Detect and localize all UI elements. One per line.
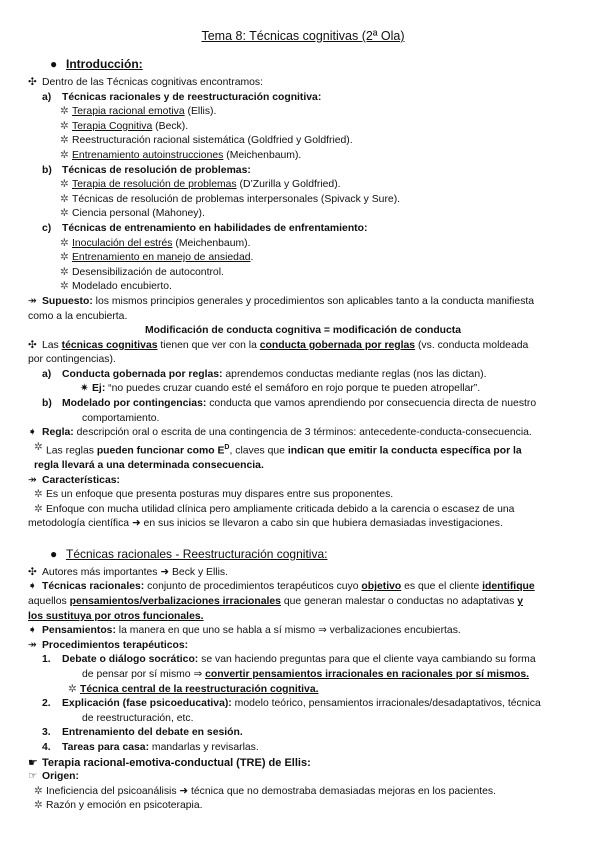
supuesto-continuation: como a la encubierta. [28, 310, 128, 322]
tecnicas-racionales-continuation: aquellos pensamientos/verbalizaciones irracionales que generan malestar o conductas no adaptativas y [28, 596, 524, 608]
list-item-a: a) Técnicas racionales y de reestructuración cognitiva: [42, 91, 322, 103]
big-arrow-icon: ➧ [28, 625, 37, 637]
sun-icon: ✷ [80, 383, 89, 395]
list-item-modelado: b) Modelado por contingencias: conducta que vamos aprendiendo por consecuencia directa de nuestro [42, 398, 537, 410]
intro-lead: ✣ Dentro de las Técnicas cognitivas encontramos: [28, 76, 578, 91]
list-item: ✲ Técnicas de resolución de problemas interpersonales (Spivack y Sure). [60, 193, 578, 208]
star-icon: ✲ [34, 503, 43, 515]
numbered-item-2: 2. Explicación (fase psicoeducativa): modelo teórico, pensamientos irracionales/desadaptativos, técnica [42, 698, 541, 710]
supuesto-paragraph: ↠ Supuesto: los mismos principios generales y procedimientos son aplicables tanto a la conducta manifiesta [28, 295, 578, 310]
star-icon: ✲ [60, 193, 69, 205]
list-item: ✲ Terapia Cognitiva (Beck). [60, 120, 578, 135]
star-icon: ✲ [60, 179, 69, 191]
tre-heading: ☛ Terapia racional-emotiva-conductual (TRE) de Ellis: [28, 756, 311, 769]
list-item: ✲ Entrenamiento autoinstrucciones (Meichenbaum). [60, 149, 578, 164]
section-heading-tecnicas-racionales: ● Técnicas racionales - Reestructuración cognitiva: [50, 546, 328, 561]
example-line: ✷ Ej: “no puedes cruzar cuando esté el semáforo en rojo porque te pueden atropellar”. [80, 382, 578, 397]
star-icon: ✲ [60, 120, 69, 132]
caracteristicas-continuation: metodología científica ➜ en sus inicios se llevaron a cabo sin que hubiera demasiadas investigaciones. [28, 518, 503, 530]
numbered-item-4: 4. Tareas para casa: mandarlas y revisarlas. [42, 742, 259, 753]
tecnicas-racionales-paragraph: ➧ Técnicas racionales: conjunto de procedimientos terapéuticos cuyo objetivo es que el cliente identifique [28, 580, 578, 595]
list-item-conducta-gobernada: a) Conducta gobernada por reglas: aprendemos conductas mediante reglas (nos las dictan). [42, 368, 487, 380]
list-item: ✲ Razón y emoción en psicoterapia. [34, 799, 578, 814]
star4-icon: ✣ [28, 339, 37, 351]
bullet-icon: ● [50, 57, 58, 71]
list-item: ✲ Terapia de resolución de problemas (D’Zurilla y Goldfried). [60, 178, 578, 193]
section-heading-introduccion: ● Introducción: [50, 57, 143, 71]
big-arrow-icon: ➧ [28, 427, 37, 439]
star-icon: ✲ [34, 800, 43, 812]
arrow-icon: ↠ [28, 639, 37, 651]
tecnicas-racionales-continuation-2: los sustituya por otros funcionales. [28, 610, 204, 622]
star4-icon: ✣ [28, 566, 37, 578]
star-icon: ✲ [60, 252, 69, 264]
list-item-c: c) Técnicas de entrenamiento en habilidades de enfrentamiento: [42, 222, 368, 234]
star-icon: ✲ [34, 489, 43, 501]
caracteristicas-heading: ↠ Características: [28, 474, 578, 489]
bullet-icon: ● [50, 546, 58, 561]
modelado-continuation: comportamiento. [82, 412, 160, 424]
list-item: ✲ Enfoque con mucha utilidad clínica pero ampliamente criticada debido a la carencia o escasez de una [34, 503, 578, 518]
star4-icon: ✣ [28, 77, 37, 88]
numbered-item-1: 1. Debate o diálogo socrático: se van haciendo preguntas para que el cliente vaya cambiando su forma [42, 654, 536, 666]
star-icon: ✲ [60, 237, 69, 249]
autores-line: ✣ Autores más importantes ➜ Beck y Ellis. [28, 566, 578, 581]
pensamientos-line: ➧ Pensamientos: la manera en que uno se habla a sí mismo ⇒ verbalizaciones encubiertas. [28, 624, 578, 639]
pointing-hand-icon: ☛ [28, 756, 38, 769]
star-icon: ✲ [60, 135, 69, 147]
list-item: ✲ Ciencia personal (Mahoney). [60, 207, 578, 222]
list-item: ✲ Reestructuración racional sistemática (Goldfried y Goldfried). [60, 134, 578, 149]
star-icon: ✲ [60, 266, 69, 278]
list-item: ✲ Desensibilización de autocontrol. [60, 266, 578, 281]
star-icon: ✲ [60, 106, 69, 118]
list-item: ✲ Entrenamiento en manejo de ansiedad. [60, 251, 578, 266]
star-icon: ✲ [68, 683, 77, 695]
numbered-item-1-continuation: de pensar por sí mismo ⇒ convertir pensamientos irracionales en racionales por sí mismos. [82, 669, 530, 681]
star-icon: ✲ [34, 441, 43, 453]
tecnicas-cognitivas-paragraph: ✣ Las técnicas cognitivas tienen que ver con la conducta gobernada por reglas (vs. conducta moldeada [28, 339, 578, 354]
procedimientos-heading: ↠ Procedimientos terapéuticos: [28, 639, 578, 654]
list-item: ✲ Es un enfoque que presenta posturas muy dispares entre sus proponentes. [34, 488, 578, 503]
centered-statement: Modificación de conducta cognitiva = modificación de conducta [144, 325, 462, 337]
star-icon: ✲ [60, 208, 69, 220]
document-title: Tema 8: Técnicas cognitivas (2ª Ola) [201, 29, 405, 43]
arrow-icon: ↠ [28, 474, 37, 486]
tecnicas-cognitivas-continuation: por contingencias). [28, 354, 116, 366]
numbered-item-3: 3. Entrenamiento del debate en sesión. [42, 727, 243, 739]
reglas-paragraph: ✲ Las reglas pueden funcionar como $E^D$, claves que indican que emitir la conducta específica por la [34, 441, 522, 457]
origen-heading: ☞ Origen: [28, 770, 578, 785]
numbered-item-2-continuation: de reestructuración, etc. [82, 712, 194, 724]
big-arrow-icon: ➧ [28, 581, 37, 593]
star-icon: ✲ [60, 149, 69, 161]
list-item: ✲ Inoculación del estrés (Meichenbaum). [60, 237, 578, 252]
arrow-icon: ↠ [28, 295, 37, 307]
tecnica-central-line: ✲ Técnica central de la reestructuración cognitiva. [68, 683, 578, 698]
list-item: ✲ Terapia racional emotiva (Ellis). [60, 105, 578, 120]
list-item: ✲ Ineficiencia del psicoanálisis ➜ técnica que no demostraba demasiadas mejoras en los pacientes. [34, 785, 578, 800]
hand-icon: ☞ [28, 771, 38, 783]
star-icon: ✲ [60, 281, 69, 293]
reglas-continuation: regla llevará a una determinada consecuencia. [34, 459, 264, 471]
list-item-b: b) Técnicas de resolución de problemas: [42, 164, 251, 176]
list-item: ✲ Modelado encubierto. [60, 280, 578, 295]
star-icon: ✲ [34, 785, 43, 797]
regla-paragraph: ➧ Regla: descripción oral o escrita de una contingencia de 3 términos: antecedente-conducta-consecuencia. [28, 426, 578, 441]
